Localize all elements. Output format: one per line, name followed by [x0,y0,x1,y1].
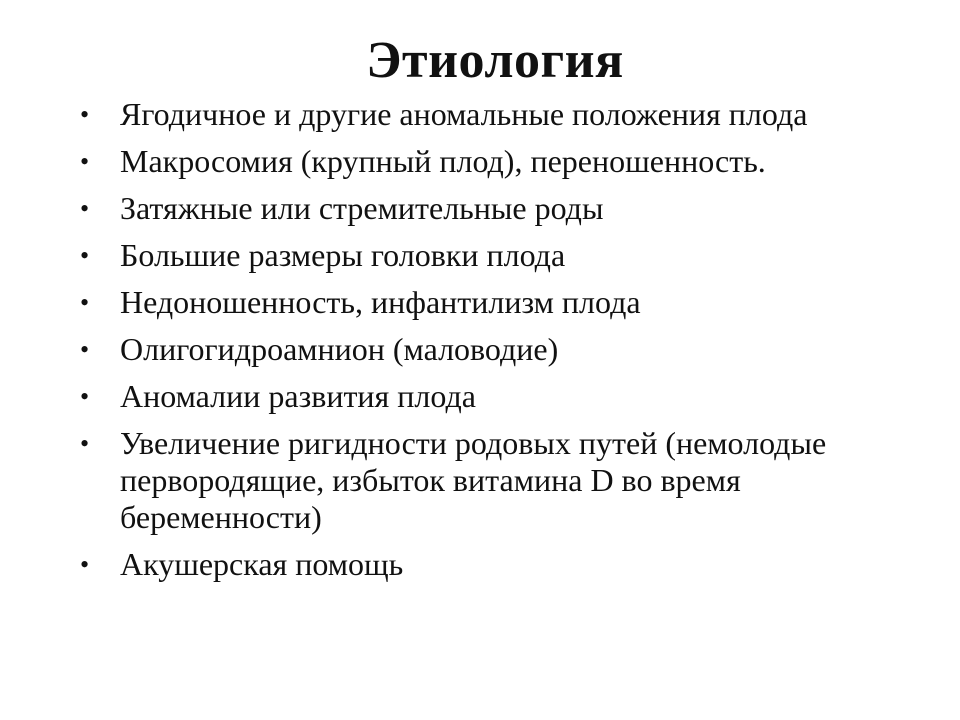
list-item [80,425,880,536]
bullet-icon: • [80,550,90,579]
bullet-text: Акушерская помощь [120,546,404,582]
bullet-text: Недоношенность, инфантилизм плода [120,284,641,320]
bullet-icon: • [80,288,90,317]
bullet-text: Макросомия (крупный плод), переношенность. [120,143,766,179]
list-item [80,143,880,180]
bullet-text: Увеличение ригидности родовых путей (немолодые первородящие, избыток витамина D во время беременности) [120,425,827,535]
bullet-text: Затяжные или стремительные роды [120,190,604,226]
bullet-icon: • [80,335,90,364]
bullet-icon: • [80,194,90,223]
bullet-text: Большие размеры головки плода [120,237,566,273]
list-item [80,237,880,274]
bullet-list [80,96,880,593]
list-item [80,546,880,583]
list-item [80,96,880,133]
bullet-text: Аномалии развития плода [120,378,476,414]
slide-title: Этиология [366,32,624,89]
list-item [80,190,880,227]
list-item [80,378,880,415]
list-item [80,284,880,321]
bullet-text: Олигогидроамнион (маловодие) [120,331,559,367]
bullet-icon: • [80,382,90,411]
bullet-icon: • [80,429,90,458]
bullet-icon: • [80,241,90,270]
bullet-icon: • [80,147,90,176]
list-item [80,331,880,368]
bullet-text: Ягодичное и другие аномальные положения плода [120,96,808,132]
bullet-icon: • [80,100,90,129]
